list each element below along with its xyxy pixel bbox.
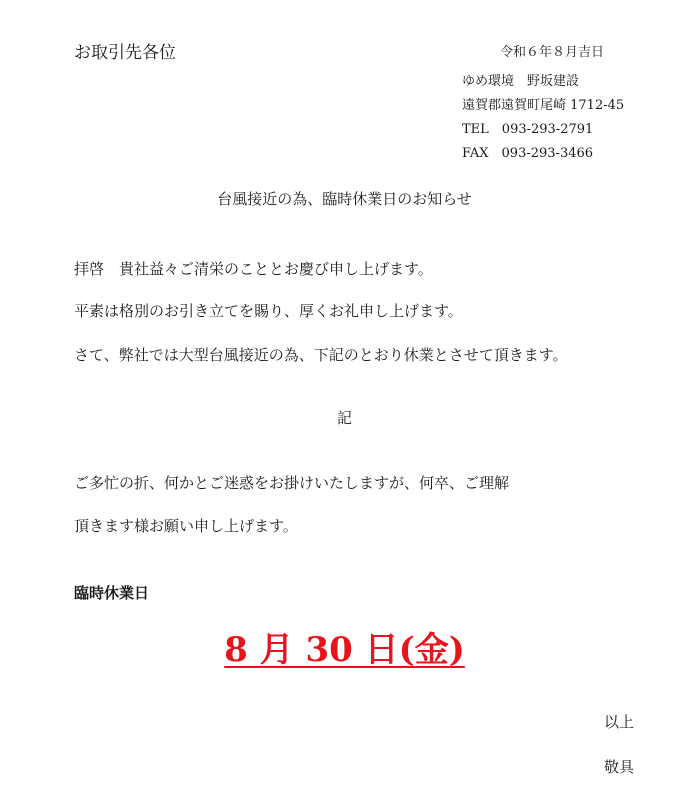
body-line-greeting: 拝啓 貴社益々ご清栄のこととお慶び申し上げます。 <box>74 260 433 278</box>
closure-label: 臨時休業日 <box>74 584 150 602</box>
body-line-announcement: さて、弊社では大型台風接近の為、下記のとおり休業とさせて頂きます。 <box>74 346 568 364</box>
sender-company: ゆめ環境 野坂建設 <box>462 74 580 89</box>
sender-tel: TEL 093-293-2791 <box>462 122 594 137</box>
sender-fax: FAX 093-293-3466 <box>462 146 594 161</box>
letter-date: 令和６年８月吉日 <box>500 45 605 60</box>
body-line-request: 頂きます様お願い申し上げます。 <box>74 517 298 535</box>
sender-address: 遠賀郡遠賀町尾崎 1712-45 <box>462 98 625 113</box>
closing-keigu: 敬具 <box>604 758 635 776</box>
ki-heading: 記 <box>336 409 352 427</box>
closure-date: 8 月 30 日(金) <box>224 630 465 670</box>
closing-ijou: 以上 <box>604 713 635 731</box>
notice-title: 台風接近の為、臨時休業日のお知らせ <box>217 190 472 208</box>
sender-block <box>462 70 624 166</box>
body-line-thanks: 平素は格別のお引き立てを賜り、厚くお礼申し上げます。 <box>74 302 463 320</box>
addressee: お取引先各位 <box>74 43 176 63</box>
body-line-apology: ご多忙の折、何かとご迷惑をお掛けいたしますが、何卒、ご理解 <box>74 474 510 492</box>
